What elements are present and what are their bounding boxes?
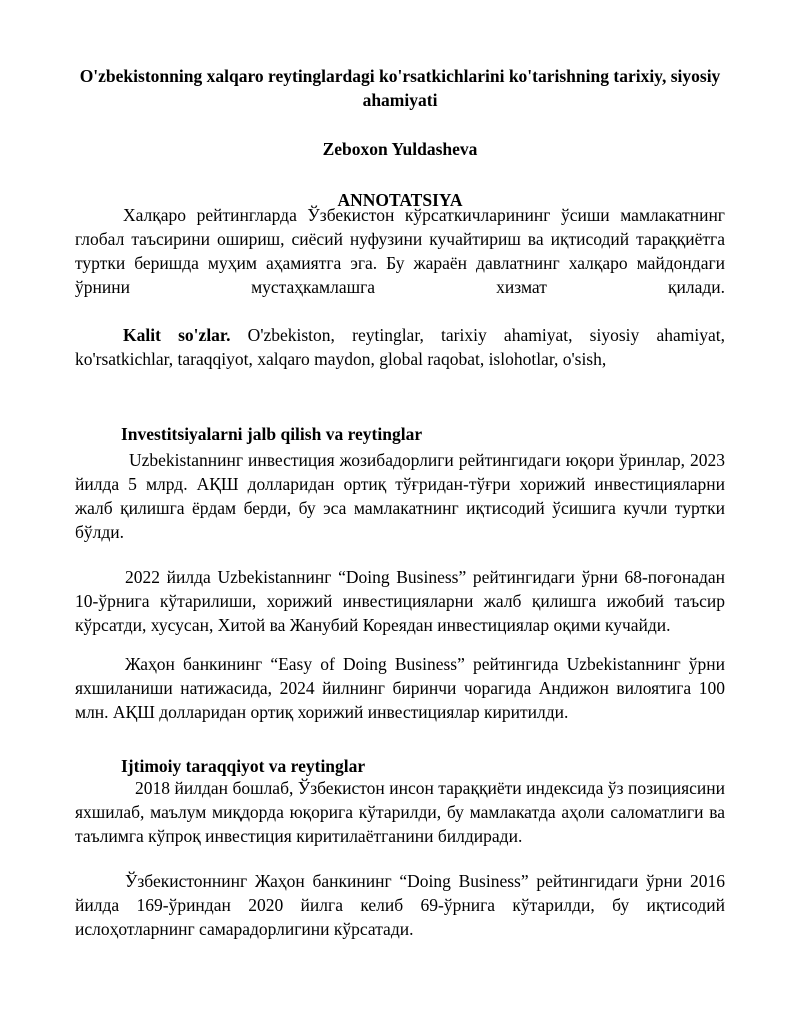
paragraph: Uzbekistanнинг инвестиция жозибадорлиги рейтингидаги юқори ўринлар, 2023 йилда 5 млрд. АҚШ долларидан ортиқ тўғридан-тўғри хорижий инвестицияларни жалб қилишга ёрдам берди, бу эса мамлакатнинг иқтисодий ўсишига кучли туртки бўлди. bbox=[75, 450, 725, 542]
document-title: O'zbekistonning xalqaro reytinglardagi ko'rsatkichlarini ko'tarishning tarixiy, siyosiy ahamiyati bbox=[79, 66, 721, 110]
paragraph: 2022 йилда Uzbekistanнинг “Doing Business” рейтингидаги ўрни 68-поғонадан 10-ўрнига кўтарилиши, хорижий инвестицияларни жалб қилишга ижобий таъсир кўрсатди, хусусан, Хитой ва Жанубий Кореядан инвестициялар оқими кучайди. bbox=[75, 567, 725, 635]
annotation-paragraph: Халқаро рейтингларда Ўзбекистон кўрсаткичларининг ўсиши мамлакатнинг глобал таъсирини ошириш, сиёсий нуфузини кучайтириш ва иқтисодий тараққиётга туртки беришда муҳим аҳамиятга эга. Бу жараён давлатнинг халқаро майдондаги ўрнини мустаҳкамлашга хизмат қилади. bbox=[75, 205, 725, 297]
paragraph: Ўзбекистоннинг Жаҳон банкининг “Doing Business” рейтингидаги ўрни 2016 йилда 169-ўриндан 2020 йилга келиб 69-ўрнига кўтарилди, бу иқтисодий ислоҳотларнинг самарадорлигини кўрсатади. bbox=[75, 871, 725, 939]
annotation-heading: ANNOTATSIYA bbox=[337, 190, 463, 210]
paragraph: Жаҳон банкининг “Easy of Doing Business” рейтингида Uzbekistanнинг ўрни яхшиланиши натижасида, 2024 йилнинг биринчи чорагида Андижон вилоятига 100 млн. АҚШ долларидан ортиқ хорижий инвестициялар киритилди. bbox=[75, 654, 725, 722]
section-heading-social: Ijtimoiy taraqqiyot va reytinglar bbox=[121, 756, 366, 776]
keywords-paragraph bbox=[75, 323, 725, 371]
author-name: Zeboxon Yuldasheva bbox=[322, 139, 478, 159]
section-heading-investments: Investitsiyalarni jalb qilish va reytinglar bbox=[121, 424, 423, 444]
paragraph: 2018 йилдан бошлаб, Ўзбекистон инсон тараққиёти индексида ўз позициясини яхшилаб, маълум миқдорда юқорига кўтарилди, бу мамлакатда аҳоли саломатлиги ва таълимга кўпроқ инвестиция киритилаётганини билдиради. bbox=[75, 778, 725, 846]
keywords-text: O'zbekiston, reytinglar, tarixiy ahamiyat, siyosiy ahamiyat, ko'rsatkichlar, taraqqiyot, xalqaro maydon, global raqobat, islohotlar, o'sish, bbox=[75, 325, 725, 369]
keywords-label: Kalit so'zlar. bbox=[123, 325, 231, 345]
